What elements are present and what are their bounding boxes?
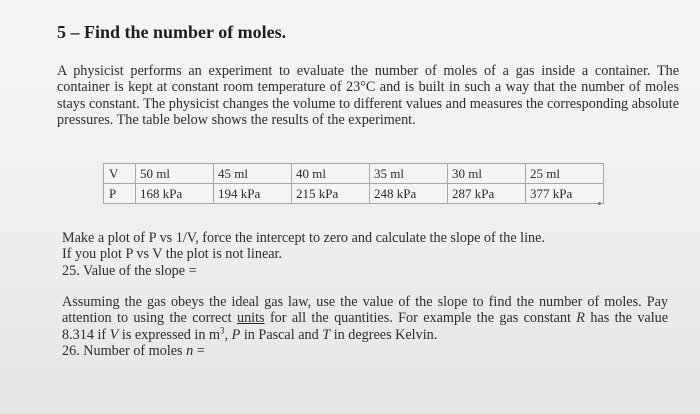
plot-note-line: If you plot P vs V the plot is not linear. [62, 246, 283, 263]
table-cell: 30 ml [448, 164, 526, 184]
plot-instruction-line: Make a plot of P vs 1/V, force the intercept to zero and calculate the slope of the line. [62, 230, 545, 246]
intro-paragraph: A physicist performs an experiment to evaluate the number of moles of a gas inside a container. The container is kept at constant room temperature of 23°C and is built in such a way that the number of moles stays constant. The physicist changes the volume to different values and measures the corresponding absolute pressures. The table below shows the results of the experiment. [57, 63, 679, 128]
moles-question: 26. Number of moles [62, 342, 183, 359]
table-row-label: V [104, 164, 136, 184]
gas-law-text: has the value 8.314 if [62, 310, 669, 343]
symbol-v: V [109, 326, 119, 343]
table-row-volume [104, 164, 604, 184]
gas-law-text: in degrees Kelvin. [333, 326, 438, 343]
results-table [103, 163, 604, 204]
table-cell: 25 ml [526, 164, 604, 184]
table-cell: 248 kPa [370, 184, 448, 204]
table-cell: 377 kPa [526, 184, 604, 204]
cubed-exponent: 3 [220, 324, 225, 335]
table-row-label: P [104, 184, 136, 204]
table-cell: 215 kPa [292, 184, 370, 204]
symbol-p: P [231, 326, 241, 343]
gas-law-text: Assuming the gas obeys the ideal gas law, use the value of the slope to find the number of moles. Pay attention to using the correct [62, 294, 668, 327]
units-emphasis: units [236, 310, 265, 327]
gas-law-text: for all the quantities. For example the gas constant [269, 310, 571, 327]
gas-law-paragraph [62, 294, 668, 359]
symbol-n: n [186, 342, 194, 359]
symbol-r: R [576, 310, 585, 327]
table-cell: 194 kPa [214, 184, 292, 204]
gas-law-text: , [224, 326, 229, 343]
question-heading: 5 – Find the number of moles. [57, 22, 287, 42]
table-cell: 45 ml [214, 164, 292, 184]
table-cell: 50 ml [136, 164, 214, 184]
gas-law-text: is expressed in m [121, 326, 221, 343]
symbol-t: T [322, 326, 331, 343]
gas-law-text: in Pascal and [243, 326, 319, 343]
table-cell: 168 kPa [136, 184, 214, 204]
stray-dot [598, 202, 601, 205]
table-cell: 40 ml [292, 164, 370, 184]
equals-sign: = [196, 342, 205, 359]
plot-instructions [62, 230, 662, 279]
slope-question: 25. Value of the slope = [62, 262, 197, 279]
table-row-pressure [104, 184, 604, 204]
table-cell: 287 kPa [448, 184, 526, 204]
table-cell: 35 ml [370, 164, 448, 184]
